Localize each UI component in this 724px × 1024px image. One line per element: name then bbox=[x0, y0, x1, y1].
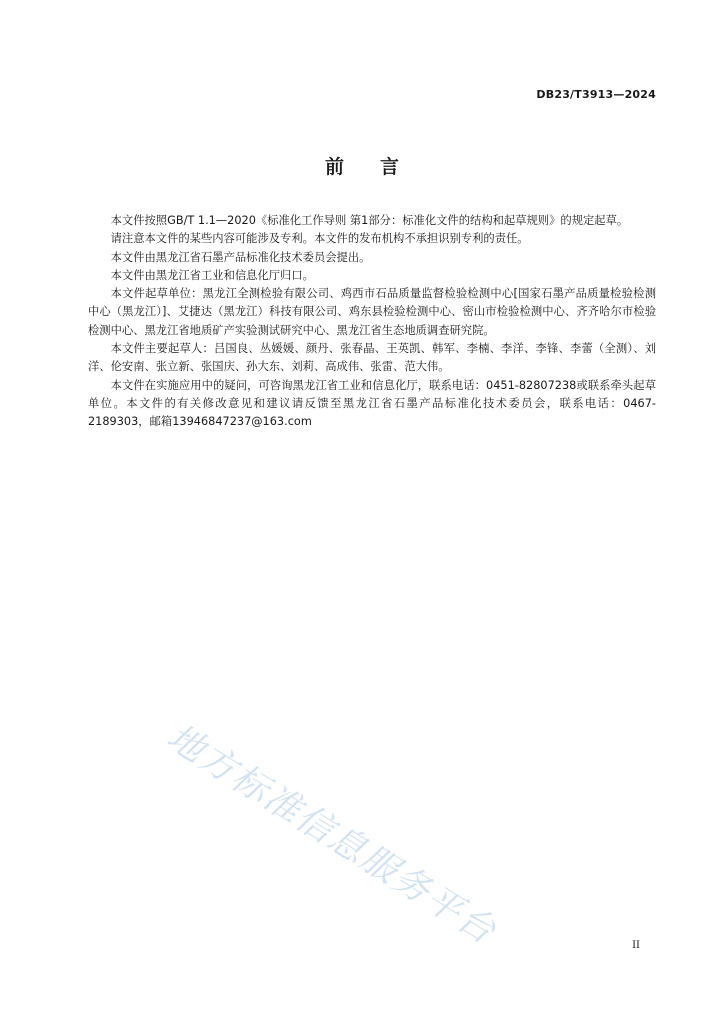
paragraph-drafters: 本文件主要起草人：吕国良、丛媛媛、颜丹、张春晶、王英凯、韩军、李楠、李洋、李锋、李蕾（全测）、刘洋、伦安南、张立新、张国庆、孙大东、刘莉、高成伟、张雷、范大伟。 bbox=[88, 342, 656, 374]
page-title: 前言 bbox=[324, 156, 435, 178]
watermark-text: 地方标准信息服务平台 bbox=[159, 716, 504, 953]
paragraph-proposer: 本文件由黑龙江省石墨产品标准化技术委员会提出。 bbox=[110, 250, 371, 264]
paragraph-drafting-rules: 本文件按照GB/T 1.1—2020《标准化工作导则 第1部分：标准化文件的结构和起草规则》的规定起草。 bbox=[110, 214, 629, 227]
document-code: DB23/T3913—2024 bbox=[536, 88, 656, 101]
foreword-body bbox=[88, 212, 656, 432]
paragraph-contact: 本文件在实施应用中的疑问，可咨询黑龙江省工业和信息化厅，联系电话：0451-82807238或联系牵头起草单位。本文件的有关修改意见和建议请反馈至黑龙江省石墨产品标准化技术委员会，联系电话：0467-2189303，邮箱13946847237@163.com bbox=[88, 378, 656, 429]
paragraph-patent-notice: 请注意本文件的某些内容可能涉及专利。本文件的发布机构不承担识别专利的责任。 bbox=[110, 232, 529, 246]
page-number: II bbox=[632, 940, 640, 951]
paragraph-drafting-units: 本文件起草单位：黑龙江全测检验有限公司、鸡西市石品质量监督检验检测中心[国家石墨产品质量检验检测中心（黑龙江）]、艾捷达（黑龙江）科技有限公司、鸡东县检验检测中心、密山市检验检测中心、齐齐哈尔市检验检测中心、黑龙江省地质矿产实验测试研究中心、黑龙江省生态地质调查研究院。 bbox=[88, 287, 656, 337]
paragraph-centralized-unit: 本文件由黑龙江省工业和信息化厅归口。 bbox=[110, 268, 314, 282]
